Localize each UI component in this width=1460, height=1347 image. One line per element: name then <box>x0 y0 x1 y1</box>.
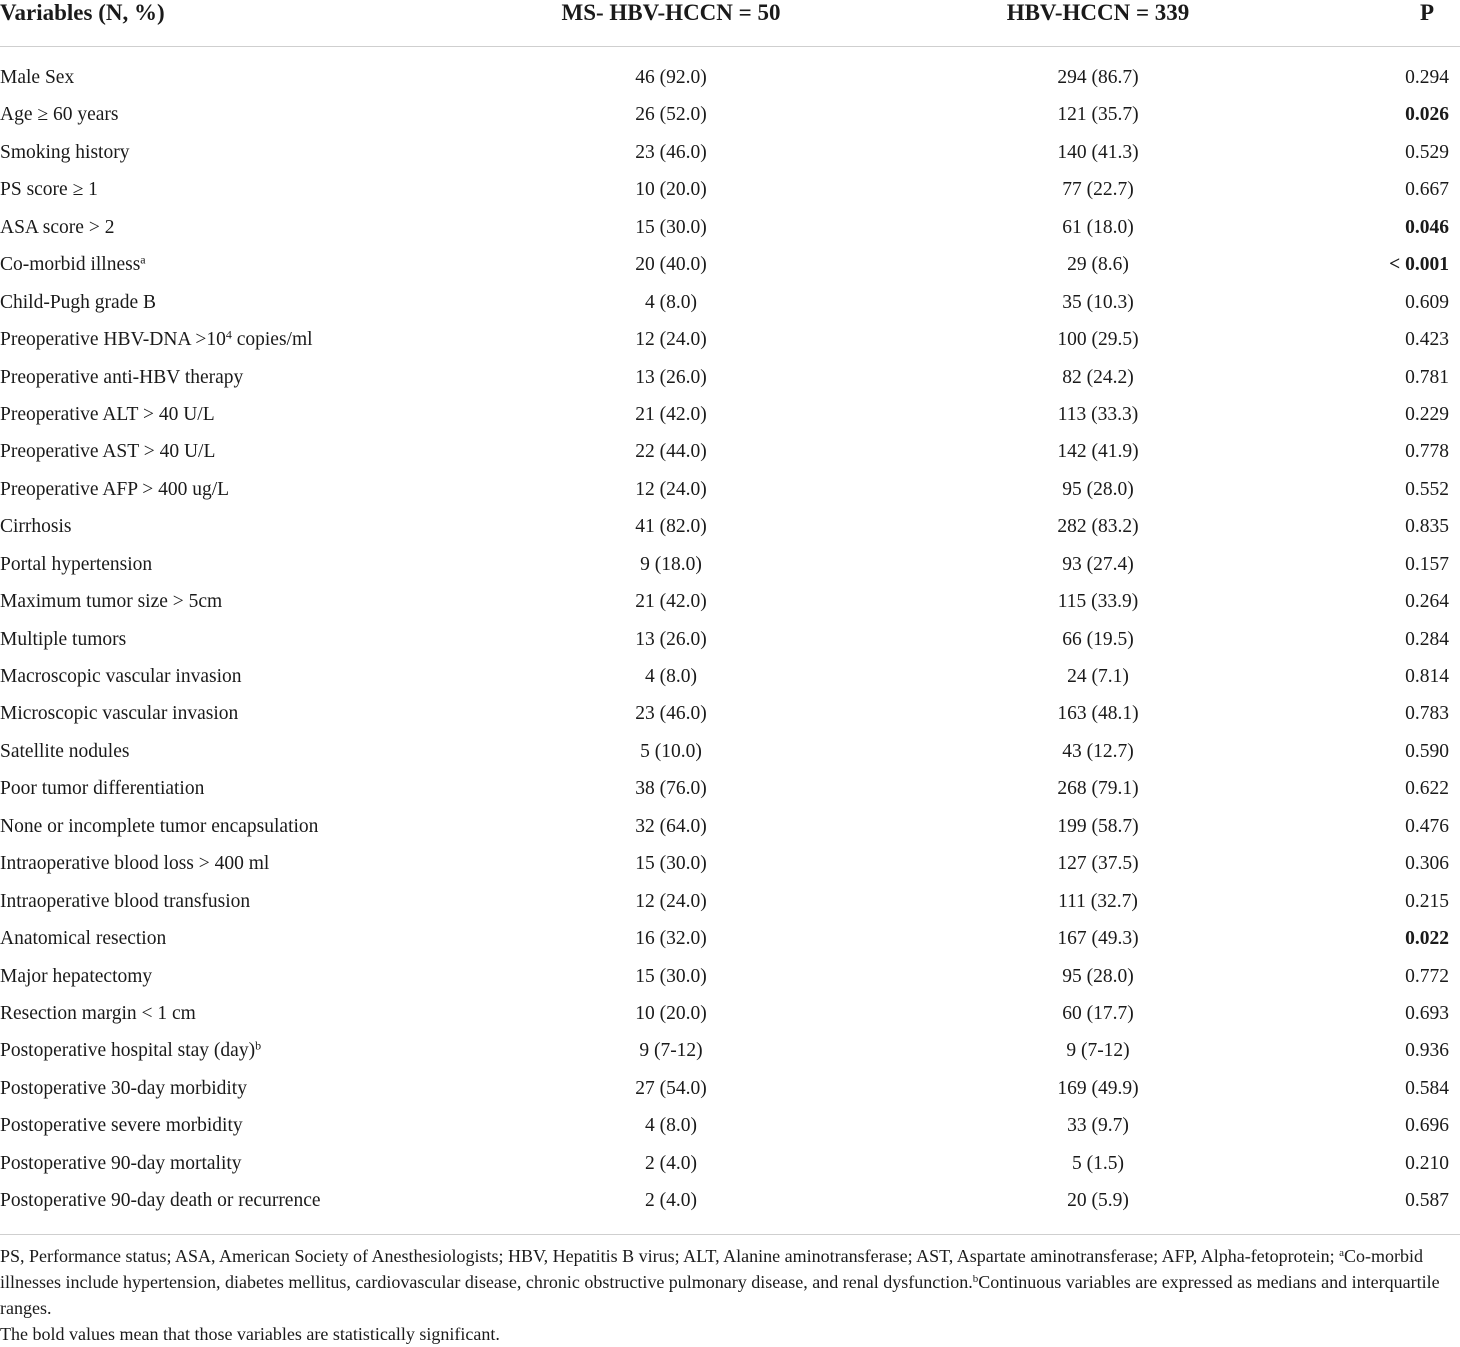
variable-cell <box>0 770 204 807</box>
ms-hbv-hccn-cell: 4 (8.0) <box>645 1115 697 1137</box>
variable-label: Preoperative anti-HBV therapy <box>0 366 244 388</box>
table-row <box>0 845 1460 882</box>
table-row <box>0 995 1460 1032</box>
p-value-cell: 0.693 <box>1405 1002 1449 1024</box>
ms-hbv-hccn-cell: 2 (4.0) <box>645 1152 697 1174</box>
variable-cell <box>0 1032 261 1069</box>
table-row <box>0 1070 1460 1107</box>
variable-label: Cirrhosis <box>0 516 72 538</box>
table-row <box>0 1032 1460 1069</box>
ms-hbv-hccn-cell: 9 (18.0) <box>640 553 702 575</box>
ms-hbv-hccn-cell: 32 (64.0) <box>635 815 707 837</box>
hbv-hccn-cell: 61 (18.0) <box>1062 216 1134 238</box>
table-row <box>0 733 1460 770</box>
ms-hbv-hccn-cell: 2 (4.0) <box>645 1190 697 1212</box>
table-row <box>0 209 1460 246</box>
variable-label: Portal hypertension <box>0 553 153 575</box>
ms-hbv-hccn-cell: 22 (44.0) <box>635 441 707 463</box>
hbv-hccn-cell: 294 (86.7) <box>1057 67 1139 88</box>
header-variables: Variables (N, %) <box>0 0 165 25</box>
variable-label: Postoperative hospital stay (day) <box>0 1040 256 1062</box>
ms-hbv-hccn-cell: 41 (82.0) <box>635 516 707 538</box>
variable-cell <box>0 1145 242 1182</box>
p-value-cell: 0.667 <box>1405 179 1449 201</box>
p-value-cell: 0.696 <box>1405 1115 1449 1137</box>
variable-label: Co-morbid illness <box>0 254 141 276</box>
hbv-hccn-cell: 24 (7.1) <box>1067 666 1129 687</box>
p-value-cell: 0.229 <box>1405 403 1449 425</box>
p-value-cell: 0.046 <box>1405 216 1449 238</box>
footnote-bold-note: The bold values mean that those variables are statistically significant. <box>0 1324 500 1344</box>
hbv-hccn-cell: 95 (28.0) <box>1062 478 1134 500</box>
variable-label: Maximum tumor size > 5cm <box>0 591 223 613</box>
table-footnotes <box>0 1243 1460 1347</box>
variable-cell <box>0 845 269 882</box>
table-row <box>0 96 1460 133</box>
variable-label: Smoking history <box>0 141 130 163</box>
table-row <box>0 583 1460 620</box>
variable-label: Postoperative 30-day morbidity <box>0 1077 247 1099</box>
variable-cell <box>0 433 215 470</box>
variable-cell <box>0 396 215 433</box>
table-row <box>0 321 1460 358</box>
hbv-hccn-cell: 142 (41.9) <box>1057 441 1139 463</box>
ms-hbv-hccn-cell: 26 (52.0) <box>635 104 707 126</box>
table-row <box>0 284 1460 321</box>
variable-label: Multiple tumors <box>0 628 127 650</box>
hbv-hccn-cell: 127 (37.5) <box>1057 853 1139 875</box>
footnote-b: Continuous variables are expressed as medians and interquartile ranges. <box>0 1272 1440 1318</box>
p-value-cell: 0.476 <box>1405 815 1449 837</box>
table-row <box>0 59 1460 96</box>
table-row <box>0 808 1460 845</box>
variable-label: Postoperative 90-day mortality <box>0 1152 242 1174</box>
footer-divider <box>0 1234 1460 1235</box>
ms-hbv-hccn-cell: 12 (24.0) <box>635 478 707 500</box>
variable-cell <box>0 695 238 732</box>
variable-cell <box>0 209 114 246</box>
table-row <box>0 359 1460 396</box>
ms-hbv-hccn-cell: 4 (8.0) <box>645 291 697 313</box>
variable-cell <box>0 471 229 508</box>
table-row <box>0 621 1460 658</box>
table-row <box>0 246 1460 283</box>
table-header-row <box>0 0 1460 28</box>
footnote-a: Co-morbid illnesses include hypertension, diabetes mellitus, cardiovascular disease, chronic obstructive pulmonary disease, and renal dysfunction. <box>0 1246 1424 1292</box>
variable-label: Major hepatectomy <box>0 965 153 987</box>
variable-label: Postoperative severe morbidity <box>0 1115 243 1137</box>
ms-hbv-hccn-cell: 15 (30.0) <box>635 216 707 238</box>
table-row <box>0 396 1460 433</box>
hbv-hccn-cell: 82 (24.2) <box>1062 366 1134 388</box>
table-row <box>0 658 1460 695</box>
ms-hbv-hccn-cell: 23 (46.0) <box>635 141 707 163</box>
footnote-a-marker: a <box>1339 1246 1345 1259</box>
hbv-hccn-cell: 60 (17.7) <box>1062 1002 1134 1024</box>
hbv-hccn-cell: 121 (35.7) <box>1057 104 1139 126</box>
hbv-hccn-cell: 113 (33.3) <box>1057 403 1139 425</box>
variable-label: Poor tumor differentiation <box>0 778 205 800</box>
hbv-hccn-cell: 199 (58.7) <box>1057 815 1139 837</box>
table-row <box>0 1182 1460 1219</box>
hbv-hccn-cell: 95 (28.0) <box>1062 965 1134 987</box>
variable-label: Microscopic vascular invasion <box>0 703 239 725</box>
variable-label: Anatomical resection <box>0 928 167 950</box>
ms-hbv-hccn-cell: 5 (10.0) <box>640 740 702 762</box>
variable-label: Male Sex <box>0 67 75 88</box>
p-value-cell: 0.609 <box>1405 291 1449 313</box>
p-value-cell: 0.529 <box>1405 141 1449 163</box>
variable-cell <box>0 508 72 545</box>
variable-label: Preoperative AST > 40 U/L <box>0 441 216 463</box>
variable-superscript: a <box>140 252 146 267</box>
variable-cell <box>0 96 118 133</box>
table-row <box>0 770 1460 807</box>
variable-cell <box>0 621 126 658</box>
table-row <box>0 1107 1460 1144</box>
p-value-cell: 0.590 <box>1405 740 1449 762</box>
variable-cell <box>0 284 156 321</box>
header-hbv-hccn: HBV-HCCN = 339 <box>1006 0 1190 25</box>
table-row <box>0 134 1460 171</box>
variable-cell <box>0 733 129 770</box>
hbv-hccn-cell: 35 (10.3) <box>1062 291 1134 313</box>
footnote-b-marker: b <box>972 1272 979 1285</box>
p-value-cell: 0.026 <box>1405 104 1449 126</box>
p-value-cell: 0.210 <box>1405 1152 1449 1174</box>
footnote-paragraph <box>0 1243 1460 1321</box>
variable-cell <box>0 134 129 171</box>
hbv-hccn-cell: 163 (48.1) <box>1057 703 1139 725</box>
ms-hbv-hccn-cell: 23 (46.0) <box>635 703 707 725</box>
table-row <box>0 471 1460 508</box>
p-value-cell: 0.022 <box>1405 928 1449 950</box>
table-row <box>0 958 1460 995</box>
footnote-abbreviations: PS, Performance status; ASA, American Society of Anesthesiologists; HBV, Hepatitis B virus; ALT, Alanine aminotransferase; AST, Aspartate aminotransferase; AFP, Alpha-fetoprotein; <box>0 1246 1335 1266</box>
variable-label: Postoperative 90-day death or recurrence <box>0 1190 321 1212</box>
table-row <box>0 883 1460 920</box>
hbv-hccn-cell: 43 (12.7) <box>1062 740 1134 762</box>
p-value-cell: 0.772 <box>1405 965 1449 987</box>
variable-cell <box>0 359 243 396</box>
variable-label: Macroscopic vascular invasion <box>0 666 242 687</box>
hbv-hccn-cell: 268 (79.1) <box>1057 778 1139 800</box>
table-row <box>0 920 1460 957</box>
variable-cell <box>0 920 166 957</box>
hbv-hccn-cell: 77 (22.7) <box>1062 179 1134 201</box>
p-value-cell: 0.284 <box>1405 628 1449 650</box>
ms-hbv-hccn-cell: 27 (54.0) <box>635 1077 707 1099</box>
variable-cell <box>0 171 98 208</box>
p-value-cell: 0.157 <box>1405 553 1449 575</box>
table-row <box>0 695 1460 732</box>
p-value-cell: 0.587 <box>1405 1190 1449 1212</box>
variable-label: PS score ≥ 1 <box>0 179 98 201</box>
ms-hbv-hccn-cell: 15 (30.0) <box>635 853 707 875</box>
variable-superscript: 4 <box>225 327 232 342</box>
ms-hbv-hccn-cell: 13 (26.0) <box>635 628 707 650</box>
variable-cell <box>0 1070 247 1107</box>
ms-hbv-hccn-cell: 12 (24.0) <box>635 329 707 351</box>
hbv-hccn-cell: 167 (49.3) <box>1057 928 1139 950</box>
variable-label: Intraoperative blood loss > 400 ml <box>0 853 270 875</box>
hbv-hccn-cell: 33 (9.7) <box>1067 1115 1129 1137</box>
variable-label: Intraoperative blood transfusion <box>0 890 251 912</box>
ms-hbv-hccn-cell: 13 (26.0) <box>635 366 707 388</box>
hbv-hccn-cell: 66 (19.5) <box>1062 628 1134 650</box>
variable-cell <box>0 1182 321 1219</box>
variable-label: Preoperative ALT > 40 U/L <box>0 403 215 425</box>
hbv-hccn-cell: 29 (8.6) <box>1067 254 1129 276</box>
variable-cell <box>0 883 250 920</box>
variable-label: None or incomplete tumor encapsulation <box>0 815 319 837</box>
variable-cell <box>0 321 313 358</box>
table-row <box>0 546 1460 583</box>
header-divider <box>0 46 1460 47</box>
p-value-cell: 0.814 <box>1405 666 1449 687</box>
ms-hbv-hccn-cell: 10 (20.0) <box>635 179 707 201</box>
hbv-hccn-cell: 282 (83.2) <box>1057 516 1139 538</box>
variable-cell <box>0 658 242 695</box>
p-value-cell: 0.835 <box>1405 516 1449 538</box>
variable-cell <box>0 995 196 1032</box>
ms-hbv-hccn-cell: 46 (92.0) <box>635 67 707 88</box>
variable-label: Preoperative HBV-DNA >10 <box>0 329 226 351</box>
variable-label: Age ≥ 60 years <box>0 104 119 126</box>
p-value-cell: 0.215 <box>1405 890 1449 912</box>
hbv-hccn-cell: 115 (33.9) <box>1057 591 1139 613</box>
variable-cell <box>0 59 74 96</box>
variable-label: Satellite nodules <box>0 740 130 762</box>
p-value-cell: 0.264 <box>1405 591 1449 613</box>
variable-label: ASA score > 2 <box>0 216 115 238</box>
table-row <box>0 1145 1460 1182</box>
table-body <box>0 59 1460 1220</box>
p-value-cell: 0.936 <box>1405 1040 1449 1062</box>
table-row <box>0 171 1460 208</box>
variable-cell <box>0 246 146 283</box>
ms-hbv-hccn-cell: 16 (32.0) <box>635 928 707 950</box>
variable-cell <box>0 808 318 845</box>
header-p-value: P <box>1419 0 1435 25</box>
p-value-cell: 0.778 <box>1405 441 1449 463</box>
hbv-hccn-cell: 111 (32.7) <box>1058 890 1138 912</box>
ms-hbv-hccn-cell: 10 (20.0) <box>635 1002 707 1024</box>
table-row <box>0 508 1460 545</box>
hbv-hccn-cell: 100 (29.5) <box>1057 329 1139 351</box>
p-value-cell: 0.622 <box>1405 778 1449 800</box>
hbv-hccn-cell: 93 (27.4) <box>1062 553 1134 575</box>
variable-cell <box>0 958 152 995</box>
table-row <box>0 433 1460 470</box>
variable-cell <box>0 583 222 620</box>
ms-hbv-hccn-cell: 21 (42.0) <box>635 591 707 613</box>
p-value-cell: 0.584 <box>1405 1077 1449 1099</box>
variable-label-suffix: copies/ml <box>231 329 313 351</box>
hbv-hccn-cell: 9 (7-12) <box>1066 1040 1130 1062</box>
variable-label: Child-Pugh grade B <box>0 291 156 313</box>
hbv-hccn-cell: 140 (41.3) <box>1057 141 1139 163</box>
p-value-cell: 0.294 <box>1405 67 1449 88</box>
variable-label: Resection margin < 1 cm <box>0 1002 196 1024</box>
ms-hbv-hccn-cell: 15 (30.0) <box>635 965 707 987</box>
variable-cell <box>0 546 152 583</box>
p-value-cell: 0.781 <box>1405 366 1449 388</box>
variable-superscript: b <box>255 1038 262 1053</box>
p-value-cell: 0.783 <box>1405 703 1449 725</box>
p-value-cell: 0.552 <box>1405 478 1449 500</box>
hbv-hccn-cell: 20 (5.9) <box>1067 1190 1129 1212</box>
variable-label: Preoperative AFP > 400 ug/L <box>0 478 230 500</box>
p-value-cell: < 0.001 <box>1389 254 1449 276</box>
p-value-cell: 0.423 <box>1405 329 1449 351</box>
hbv-hccn-cell: 169 (49.9) <box>1057 1077 1139 1099</box>
header-ms-hbv-hccn: MS- HBV-HCCN = 50 <box>561 0 781 25</box>
ms-hbv-hccn-cell: 38 (76.0) <box>635 778 707 800</box>
variable-cell <box>0 1107 243 1144</box>
ms-hbv-hccn-cell: 9 (7-12) <box>639 1040 703 1062</box>
p-value-cell: 0.306 <box>1405 853 1449 875</box>
ms-hbv-hccn-cell: 21 (42.0) <box>635 403 707 425</box>
ms-hbv-hccn-cell: 20 (40.0) <box>635 254 707 276</box>
hbv-hccn-cell: 5 (1.5) <box>1072 1152 1124 1174</box>
ms-hbv-hccn-cell: 12 (24.0) <box>635 890 707 912</box>
ms-hbv-hccn-cell: 4 (8.0) <box>645 666 697 687</box>
